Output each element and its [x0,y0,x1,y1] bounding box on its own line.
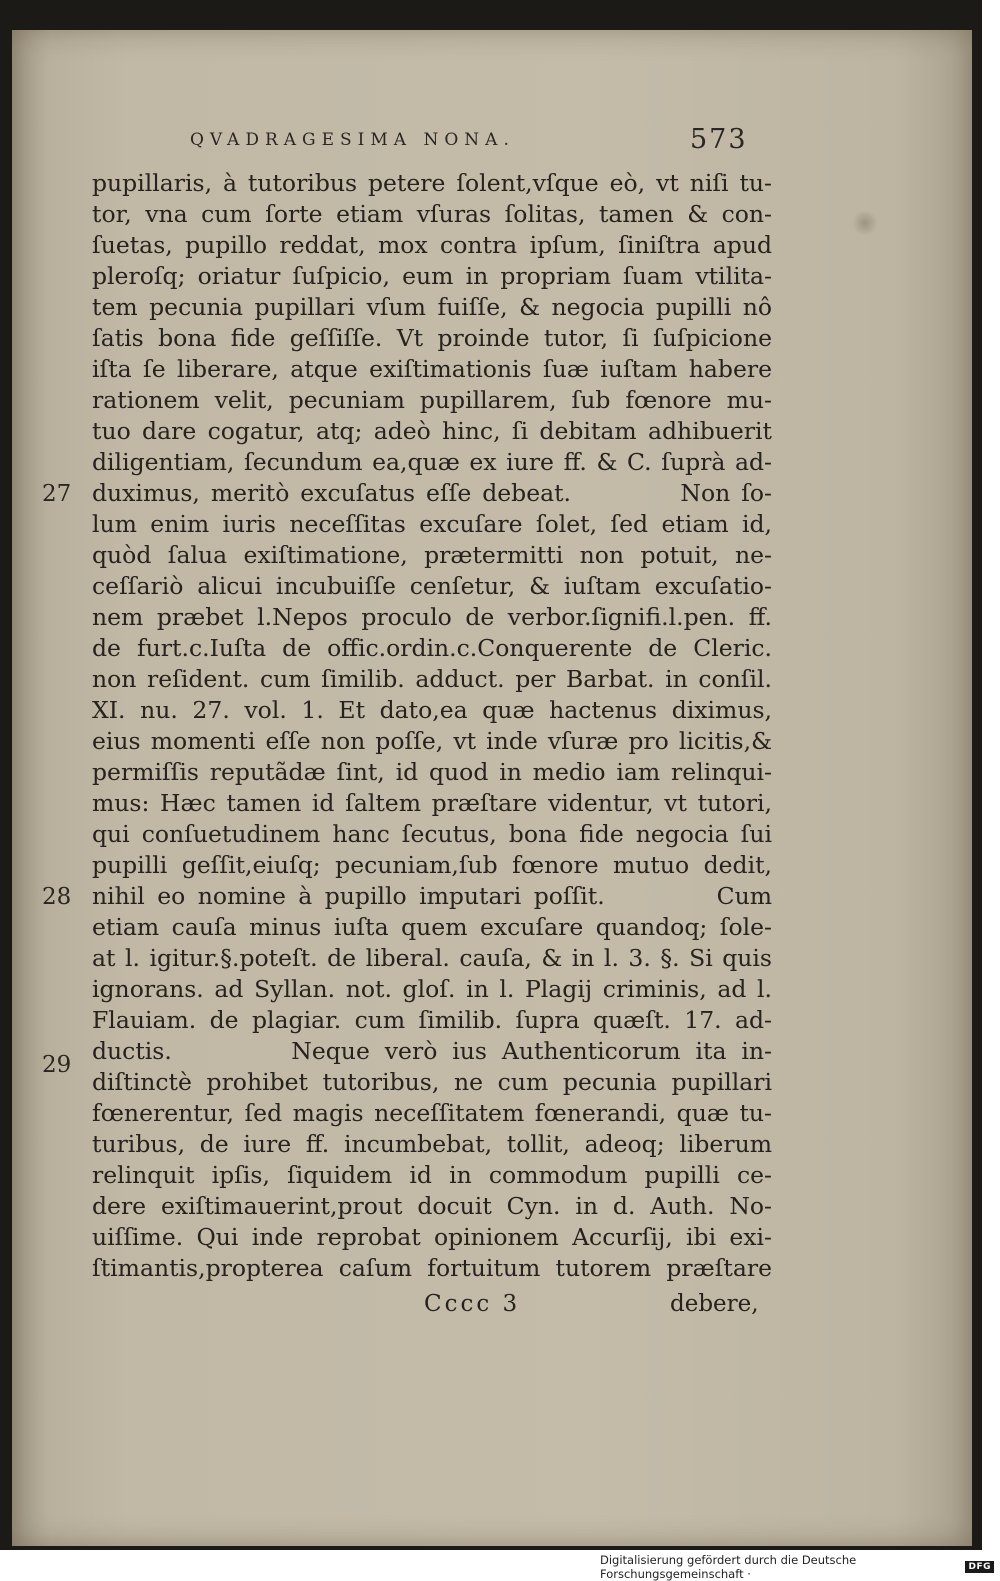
text-line: tor, vna cum ſorte etiam vſuras ſolitas, tamen & con- [92,200,772,228]
text-line: pleroſq; oriatur ſuſpicio, eum in propriam ſuam vtilita- [92,262,772,290]
text-line: uiſſime. Qui inde reprobat opinionem Accurſij, ibi exi- [92,1223,772,1251]
text-line: nihil eo nomine à pupillo imputari poſſit. Cum [92,882,772,910]
text-line: de furt.c.Iuſta de offic.ordin.c.Conquerente de Cleric. [92,634,772,662]
text-line: quòd ſalua exiſtimatione, prætermitti non potuit, ne- [92,541,772,569]
text-line: diſtinctè prohibet tutoribus, ne cum pecunia pupillari [92,1068,772,1096]
margin-number-28: 28 [42,884,72,910]
text-line: eius momenti eſſe non poſſe, vt inde vſuræ pro licitis,& [92,727,772,755]
text-line: ſuetas, pupillo reddat, mox contra ipſum, ſiniſtra apud [92,231,772,259]
running-head: QVADRAGESIMA NONA. [190,130,515,150]
funding-footer [600,1552,1000,1581]
text-line: dere exiſtimauerint,prout docuit Cyn. in d. Auth. No- [92,1192,772,1220]
text-line: fœnerentur, ſed magis neceſſitatem fœnerandi, quæ tu- [92,1099,772,1127]
text-line: pupilli geſſit,eiuſq; pecuniam,ſub fœnore mutuo dedit, [92,851,772,879]
dfg-logo: DFG [965,1561,994,1573]
text-line: relinquit ipſis, ſiquidem id in commodum pupilli ce- [92,1161,772,1189]
paper-stain [852,210,878,236]
margin-number-29: 29 [42,1052,72,1078]
text-line: turibus, de iure ff. incumbebat, tollit, adeoq; liberum [92,1130,772,1158]
catchword: debere, [670,1291,759,1317]
text-line: tuo dare cogatur, atq; adeò hinc, ſi debitam adhibuerit [92,417,772,445]
text-line: nem præbet l.Nepos proculo de verbor.ſignifi.l.pen. ff. [92,603,772,631]
text-line: ductis. Neque verò ius Authenticorum ita in- [92,1037,772,1065]
text-line: Flauiam. de plagiar. cum ſimilib. ſupra quæſt. 17. ad- [92,1006,772,1034]
text-line: ignorans. ad Syllan. not. gloſ. in l. Plagij criminis, ad l. [92,975,772,1003]
text-line: lum enim iuris neceſſitas excuſare ſolet, ſed etiam id, [92,510,772,538]
margin-number-27: 27 [42,481,72,507]
text-line: tem pecunia pupillari vſum fuiſſe, & negocia pupilli nô [92,293,772,321]
text-line: ſtimantis,propterea caſum fortuitum tutorem præſtare [92,1254,772,1282]
body-text [92,168,772,1284]
text-line: iſta ſe liberare, atque exiſtimationis ſuæ iuſtam habere [92,355,772,383]
text-line: etiam cauſa minus iuſta quem excuſare quandoq; ſole- [92,913,772,941]
text-line: non reſident. cum ſimilib. adduct. per Barbat. in conſil. [92,665,772,693]
text-line: ſatis bona fide geſſiſſe. Vt proinde tutor, ſi ſuſpicione [92,324,772,352]
page-number: 573 [690,124,748,155]
text-line: diligentiam, ſecundum ea,quæ ex iure ff. & C. ſuprà ad- [92,448,772,476]
text-line: duximus, meritò excuſatus eſſe debeat. Non ſo- [92,479,772,507]
text-line: rationem velit, pecuniam pupillarem, ſub fœnore mu- [92,386,772,414]
text-line: XI. nu. 27. vol. 1. Et dato,ea quæ hactenus diximus, [92,696,772,724]
text-line: permiſſis reputãdæ ſint, id quod in medio iam relinqui- [92,758,772,786]
text-line: ceſſariò alicui incubuiſſe cenſetur, & iuſtam excuſatio- [92,572,772,600]
signature-mark: Cccc 3 [424,1291,521,1317]
funding-text: Digitalisierung gefördert durch die Deutsche Forschungsgemeinschaft · [600,1552,857,1581]
text-line: mus: Hæc tamen id ſaltem præſtare videntur, vt tutori, [92,789,772,817]
text-line: qui conſuetudinem hanc ſecutus, bona fide negocia ſui [92,820,772,848]
text-line: at l. igitur.§.poteſt. de liberal. cauſa, & in l. 3. §. Si quis [92,944,772,972]
text-line: pupillaris, à tutoribus petere ſolent,vſque eò, vt niſi tu- [92,169,772,197]
